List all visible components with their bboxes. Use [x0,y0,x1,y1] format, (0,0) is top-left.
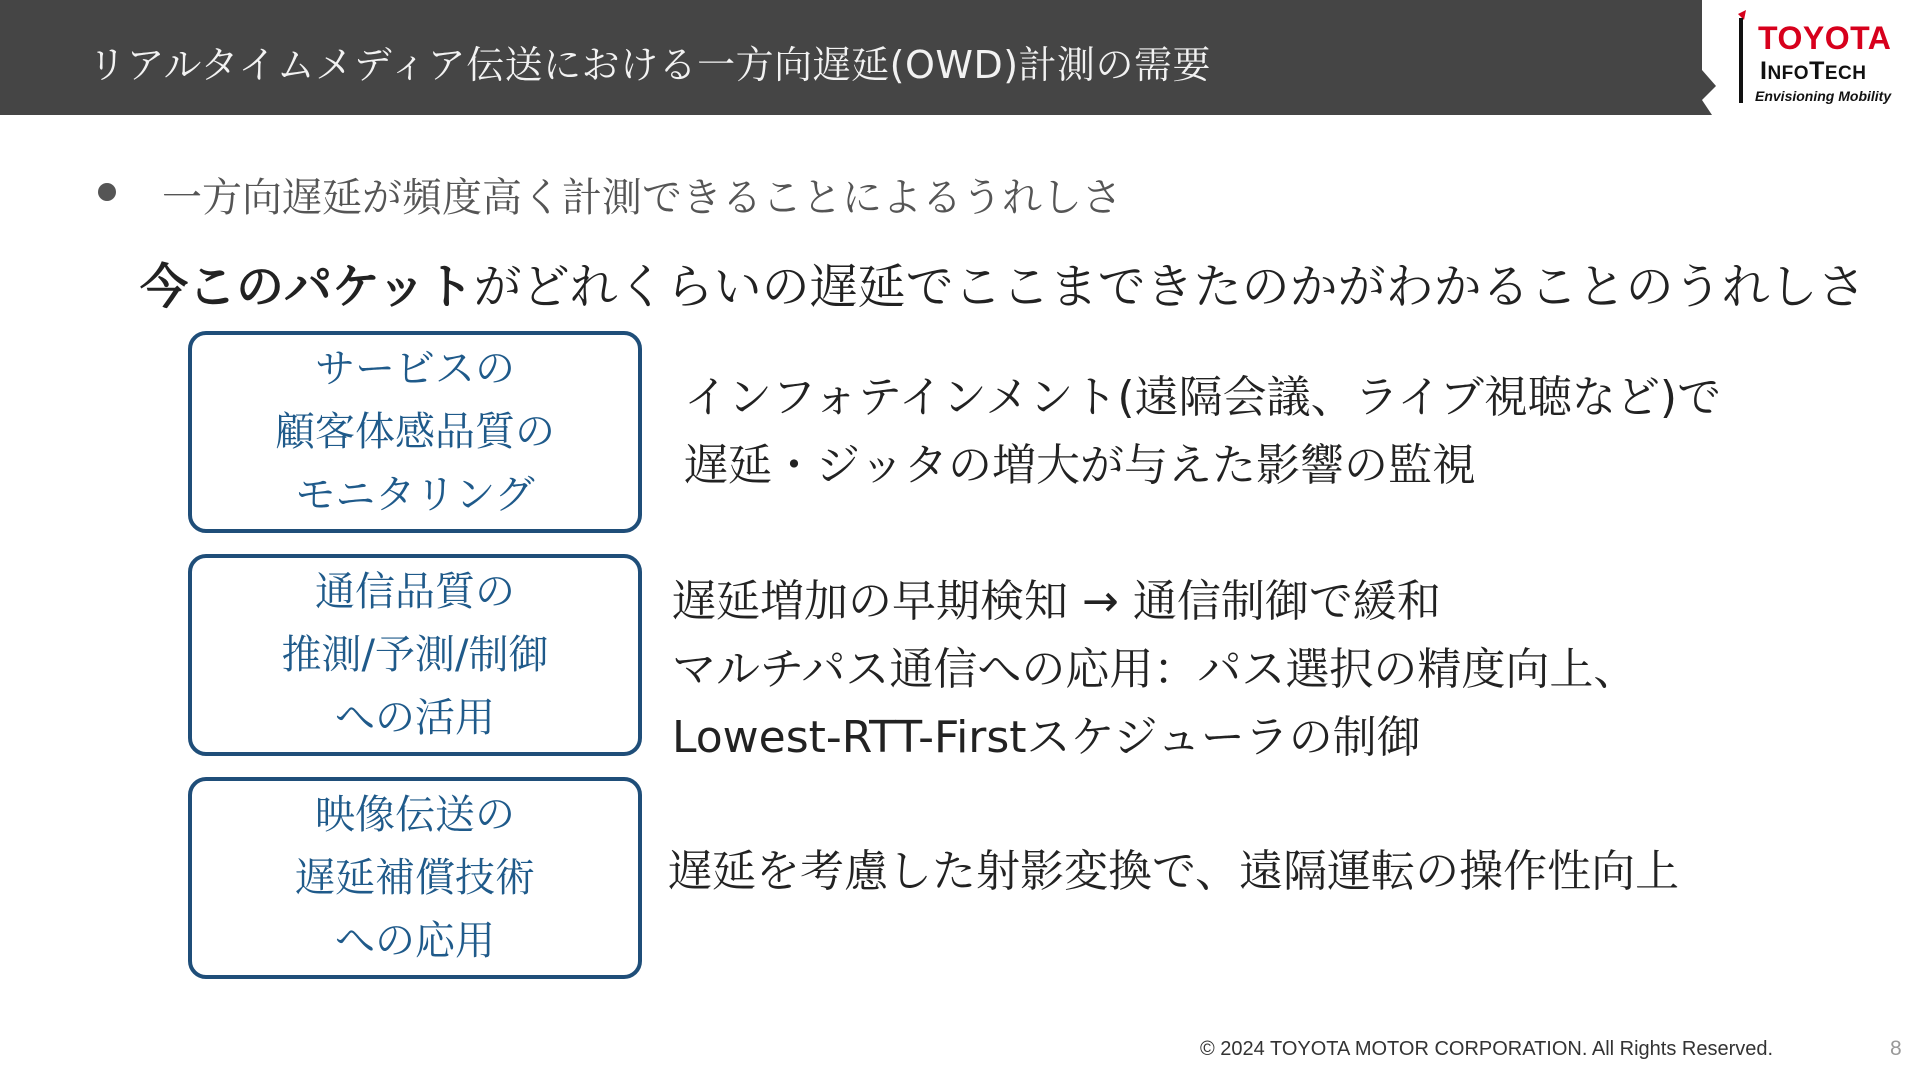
logo-product-rest-2: ECH [1824,63,1867,84]
box-line: 顧客体感品質の [275,408,555,455]
subheading-rest: がどれくらいの遅延でここまできたのかがわかることのうれしさ [473,259,1866,315]
box-line: 遅延補償技術 [295,854,535,901]
bullet-dot-icon [98,183,116,201]
subheading [140,248,1866,317]
logo-tagline: Envisioning Mobility [1755,88,1892,104]
desc-line: Lowest-RTT-Firstスケジューラの制御 [672,712,1421,763]
logo-product-initial-1: I [1760,57,1768,85]
box-line: サービスの [315,345,515,392]
page-number: 8 [1890,1037,1902,1060]
bullet-text: 一方向遅延が頻度高く計測できることによるうれしさ [162,175,1122,221]
desc-line: 遅延増加の早期検知 → 通信制御で緩和 [672,576,1441,627]
category-box-quality-monitoring [188,331,642,533]
logo-product-initial-2: T [1809,57,1825,85]
category-box-video-compensation [188,777,642,979]
subheading-bold: 今このパケット [140,259,474,315]
description-network-control [672,568,1637,772]
logo-product-text [1760,57,1866,86]
logo-brand-text: TOYOTA [1758,20,1892,56]
box-line: 推測/予測/制御 [281,631,549,678]
description-video-compensation [668,838,1679,906]
desc-line: 遅延・ジッタの増大が与えた影響の監視 [684,440,1476,491]
desc-line: インフォテインメント(遠隔会議、ライブ視聴など)で [684,372,1722,423]
box-line: 映像伝送の [315,791,515,838]
box-line: モニタリング [295,471,535,518]
box-line: への応用 [335,917,495,964]
copyright-notice: © 2024 TOYOTA MOTOR CORPORATION. All Rights Reserved. [1200,1038,1774,1060]
desc-line: 遅延を考慮した射影変換で、遠隔運転の操作性向上 [668,846,1680,897]
description-quality-monitoring [684,364,1721,500]
logo-product-rest-1: NFO [1767,63,1810,84]
box-line: への活用 [335,694,495,741]
slide-title: リアルタイムメディア伝送における一方向遅延(OWD)計測の需要 [88,43,1212,87]
box-line: 通信品質の [315,568,515,615]
desc-line: マルチパス通信への応用：パス選択の精度向上、 [672,644,1638,695]
category-box-network-control [188,554,642,756]
